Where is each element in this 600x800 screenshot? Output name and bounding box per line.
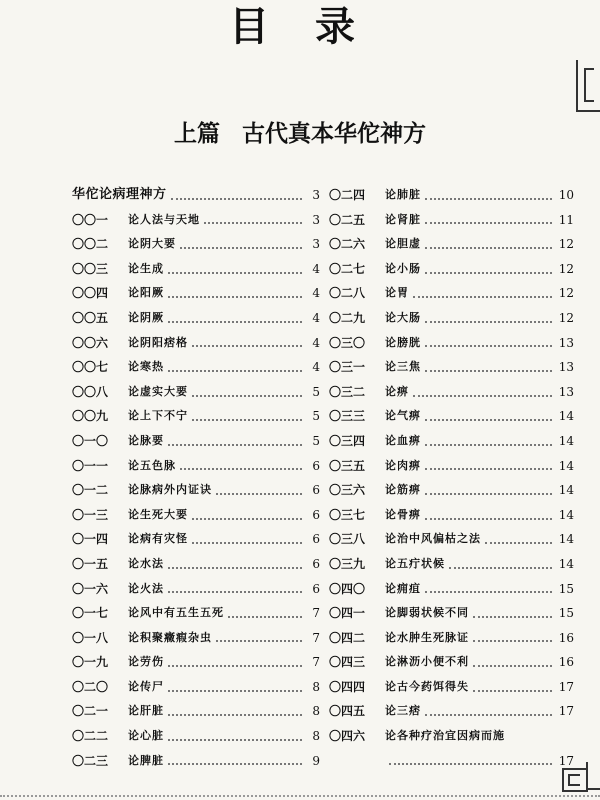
dot-leader — [425, 320, 552, 323]
toc-entry-title: 论痈疽 — [385, 581, 421, 595]
toc-entry[interactable] — [329, 454, 574, 479]
dot-leader — [192, 517, 302, 520]
toc-entry[interactable] — [72, 232, 320, 257]
dot-leader — [425, 369, 552, 372]
toc-entry-number: 〇一〇 — [72, 433, 109, 448]
toc-entry-title: 论膀胱 — [385, 335, 421, 349]
toc-entry-title: 论痹 — [385, 384, 409, 398]
toc-entry[interactable] — [329, 577, 574, 602]
dot-leader — [425, 221, 552, 224]
toc-entry-title: 论三焦 — [385, 360, 421, 374]
dot-leader — [449, 566, 552, 569]
toc-entry-number: 〇三七 — [329, 507, 366, 522]
toc-entry-number: 〇〇三 — [72, 261, 109, 276]
dot-leader — [228, 615, 302, 618]
toc-entry-page: 4 — [312, 335, 320, 350]
toc-entry-title: 论脉病外内证诀 — [128, 483, 212, 497]
toc-entry-number: 〇一二 — [72, 483, 109, 498]
toc-entry[interactable] — [72, 478, 320, 503]
toc-entry-number: 〇二五 — [329, 212, 366, 227]
toc-entry-page: 4 — [312, 360, 320, 375]
toc-entry-page: 14 — [558, 532, 574, 547]
dot-leader — [485, 541, 552, 544]
toc-entry-number: 〇三八 — [329, 532, 366, 547]
toc-entry-title: 论肾脏 — [385, 212, 421, 226]
toc-entry-number: 〇二一 — [72, 704, 109, 719]
toc-entry[interactable] — [329, 527, 574, 552]
toc-entry-number: 〇三三 — [329, 409, 366, 424]
toc-entry-title: 论阳厥 — [128, 286, 164, 300]
toc-entry[interactable] — [329, 232, 574, 257]
toc-entry[interactable] — [72, 675, 320, 700]
toc-entry-title: 论骨痹 — [385, 507, 421, 521]
toc-entry[interactable] — [72, 601, 320, 626]
toc-entry-page: 12 — [558, 237, 574, 252]
toc-entry-number: 〇一七 — [72, 606, 109, 621]
toc-entry[interactable] — [329, 183, 574, 208]
toc-entry-page: 6 — [312, 507, 320, 522]
toc-entry-page: 5 — [312, 384, 320, 399]
toc-entry-number: 〇〇四 — [72, 286, 109, 301]
toc-entry-page: 8 — [312, 679, 320, 694]
toc-entry-title: 论各种疗治宜因病而施 — [385, 729, 505, 743]
toc-entry[interactable] — [72, 331, 320, 356]
toc-entry-title: 论生成 — [128, 261, 164, 275]
toc-entry-page: 15 — [558, 581, 574, 596]
toc-entry-page: 12 — [558, 261, 574, 276]
dot-leader — [473, 664, 552, 667]
toc-entry-title: 论传尸 — [128, 679, 164, 693]
toc-entry-title: 论淋沥小便不利 — [385, 655, 469, 669]
toc-entry-page: 14 — [558, 556, 574, 571]
toc-entry-title: 论水法 — [128, 556, 164, 570]
dot-leader — [180, 246, 302, 249]
toc-entry[interactable] — [72, 380, 320, 405]
toc-entry-number: 〇三一 — [329, 360, 366, 375]
toc-entry-page: 6 — [312, 458, 320, 473]
toc-entry-page: 7 — [312, 606, 320, 621]
toc-entry-page: 17 — [558, 753, 574, 768]
toc-entry-number: 〇三六 — [329, 483, 366, 498]
toc-entry-number: 〇四六 — [329, 729, 366, 744]
toc-entry-number: 〇〇九 — [72, 409, 109, 424]
dot-leader — [425, 246, 552, 249]
toc-entry[interactable] — [72, 454, 320, 479]
toc-entry-title: 论火法 — [128, 581, 164, 595]
toc-entry[interactable] — [329, 675, 574, 700]
dot-leader — [204, 221, 302, 224]
toc-entry-number: 〇四一 — [329, 606, 366, 621]
section-name: 古代真本华佗神方 — [242, 121, 426, 147]
toc-entry-page: 13 — [558, 360, 574, 375]
toc-entry[interactable] — [72, 429, 320, 454]
toc-entry[interactable] — [72, 724, 320, 749]
toc-entry-page: 6 — [312, 556, 320, 571]
dot-leader — [168, 713, 302, 716]
toc-entry-number: 〇二七 — [329, 261, 366, 276]
toc-entry[interactable] — [72, 306, 320, 331]
toc-entry[interactable] — [72, 183, 320, 208]
toc-entry-page: 6 — [312, 581, 320, 596]
toc-entry[interactable] — [329, 257, 574, 282]
dot-leader — [192, 394, 302, 397]
dot-leader — [425, 590, 552, 593]
toc-entry-number: 〇二九 — [329, 310, 366, 325]
toc-entry-number: 〇四〇 — [329, 581, 366, 596]
toc-entry-title: 论肺脏 — [385, 188, 421, 201]
dot-leader — [168, 271, 302, 274]
toc-entry-number: 〇二四 — [329, 188, 366, 202]
toc-entry[interactable] — [72, 503, 320, 528]
toc-entry-title: 论胆虚 — [385, 237, 421, 251]
toc-entry[interactable] — [72, 626, 320, 651]
toc-entry-title: 论虚实大要 — [128, 384, 188, 398]
toc-entry-title: 论积聚癥瘕杂虫 — [128, 630, 212, 644]
toc-left-column — [72, 183, 320, 773]
dot-leader — [192, 344, 302, 347]
toc-entry-page: 16 — [558, 655, 574, 670]
toc-entry-number: 〇一三 — [72, 507, 109, 522]
toc-entry-page: 4 — [312, 261, 320, 276]
toc-entry-page: 14 — [558, 458, 574, 473]
toc-entry-page: 7 — [312, 655, 320, 670]
dot-leader — [168, 689, 302, 692]
toc-entry-page: 4 — [312, 286, 320, 301]
toc-entry-title: 论寒热 — [128, 360, 164, 374]
dot-leader — [473, 615, 552, 618]
dot-leader — [473, 639, 552, 642]
dot-leader — [425, 418, 552, 421]
toc-entry-title: 论生死大要 — [128, 507, 188, 521]
toc-entry-number: 〇〇二 — [72, 237, 109, 252]
dot-leader — [425, 492, 552, 495]
toc-entry-number: 〇一五 — [72, 556, 109, 571]
toc-entry-title: 论气痹 — [385, 409, 421, 423]
toc-entry[interactable] — [329, 281, 574, 306]
dot-leader — [425, 344, 552, 347]
toc-entry-page: 12 — [558, 286, 574, 301]
toc-entry[interactable] — [329, 478, 574, 503]
toc-entry-title: 论血痹 — [385, 433, 421, 447]
dot-leader — [425, 197, 552, 200]
toc-entry-number: 〇三五 — [329, 458, 366, 473]
toc-entry-number: 〇一六 — [72, 581, 109, 596]
toc-entry-page: 17 — [558, 704, 574, 719]
page-title: 目 录 — [229, 3, 371, 50]
toc-entry-page: 11 — [558, 212, 574, 227]
toc-entry-title: 华佗论病理神方 — [72, 187, 167, 202]
dot-leader — [425, 517, 552, 520]
toc-entry-number: 〇一四 — [72, 532, 109, 547]
toc-entry[interactable] — [72, 749, 320, 774]
toc-entry-number: 〇一一 — [72, 458, 109, 473]
toc-entry-number: 〇二〇 — [72, 679, 109, 694]
dot-leader — [473, 689, 552, 692]
dot-leader — [192, 541, 302, 544]
toc-entry[interactable] — [72, 257, 320, 282]
toc-entry[interactable] — [72, 527, 320, 552]
toc-entry-title: 论阴阳痞格 — [128, 335, 188, 349]
toc-entry-page: 8 — [312, 704, 320, 719]
dot-leader — [425, 271, 552, 274]
toc-entry[interactable] — [329, 208, 574, 233]
toc-entry[interactable] — [329, 355, 574, 380]
toc-entry-title: 论治中风偏枯之法 — [385, 532, 481, 546]
toc-entry-title: 论肉痹 — [385, 458, 421, 472]
toc-entry-page: 14 — [558, 433, 574, 448]
toc-entry[interactable] — [329, 626, 574, 651]
toc-entry-number: 〇二二 — [72, 729, 109, 744]
dot-leader — [425, 713, 552, 716]
toc-entry-page: 3 — [312, 237, 320, 252]
toc-entry-page: 7 — [312, 630, 320, 645]
toc-entry-title: 论脾脏 — [128, 753, 164, 767]
dot-leader — [413, 394, 552, 397]
toc-entry-number: 〇三二 — [329, 384, 366, 399]
toc-entry-title: 论阴厥 — [128, 310, 164, 324]
dot-leader — [180, 467, 302, 470]
toc-entry-number: 〇四四 — [329, 679, 366, 694]
corner-ornament-top-icon — [576, 60, 600, 112]
toc-entry[interactable] — [329, 429, 574, 454]
dot-leader — [168, 369, 302, 372]
toc-entry-page: 4 — [312, 310, 320, 325]
toc-entry-number: 〇四五 — [329, 704, 366, 719]
toc-entry[interactable] — [72, 208, 320, 233]
toc-entry-page: 16 — [558, 630, 574, 645]
dot-leader — [168, 762, 302, 765]
dot-leader — [425, 467, 552, 470]
toc-entry-page: 10 — [558, 188, 574, 202]
toc-entry-number: 〇二六 — [329, 237, 366, 252]
toc-entry-number: 〇〇六 — [72, 335, 109, 350]
toc-entry-number: 〇四二 — [329, 630, 366, 645]
toc-entry-title: 论五疔状候 — [385, 556, 445, 570]
toc-entry[interactable] — [329, 404, 574, 429]
dot-leader — [216, 639, 302, 642]
toc-entry-title: 论三痞 — [385, 704, 421, 718]
toc-entry[interactable] — [72, 281, 320, 306]
toc-entry[interactable] — [329, 724, 574, 749]
toc-entry[interactable] — [72, 552, 320, 577]
toc-entry-title: 论胃 — [385, 286, 409, 300]
toc-entry-number: 〇〇七 — [72, 360, 109, 375]
dot-leader — [413, 295, 552, 298]
toc-entry-page: 6 — [312, 532, 320, 547]
toc-entry-page: 15 — [558, 606, 574, 621]
section-prefix: 上篇 — [174, 121, 220, 147]
toc-entry-title: 论肝脏 — [128, 704, 164, 718]
toc-entry[interactable] — [329, 749, 574, 774]
toc-entry-number: 〇〇一 — [72, 212, 109, 227]
dot-leader — [168, 738, 302, 741]
dot-leader — [425, 443, 552, 446]
toc-entry-title: 论五色脉 — [128, 458, 176, 472]
toc-entry[interactable] — [329, 699, 574, 724]
toc-entry-number: 〇一八 — [72, 630, 109, 645]
toc-entry-page: 14 — [558, 409, 574, 424]
toc-entry-title: 论水肿生死脉证 — [385, 630, 469, 644]
toc-entry-page: 13 — [558, 384, 574, 399]
toc-entry[interactable] — [72, 577, 320, 602]
dot-leader — [192, 418, 302, 421]
toc-entry-page: 3 — [312, 188, 320, 202]
toc-entry-page: 6 — [312, 483, 320, 498]
toc-entry[interactable] — [329, 306, 574, 331]
toc-entry[interactable] — [72, 404, 320, 429]
toc-entry-title: 论古今药饵得失 — [385, 679, 469, 693]
corner-ornament-bottom-icon — [556, 760, 600, 800]
toc-entry-title: 论小肠 — [385, 261, 421, 275]
toc-entry-title: 论病有灾怪 — [128, 532, 188, 546]
toc-entry-number: 〇三〇 — [329, 335, 366, 350]
toc-entry[interactable] — [72, 699, 320, 724]
dot-leader — [168, 590, 302, 593]
bottom-divider — [0, 795, 600, 797]
toc-entry-number: 〇四三 — [329, 655, 366, 670]
toc-entry-page: 14 — [558, 507, 574, 522]
toc-entry-page: 12 — [558, 310, 574, 325]
section-title — [0, 117, 600, 151]
toc-entry-page: 14 — [558, 483, 574, 498]
dot-leader — [168, 295, 302, 298]
toc-entry-page: 17 — [558, 679, 574, 694]
toc-entry[interactable] — [329, 601, 574, 626]
toc-entry[interactable] — [329, 380, 574, 405]
toc-entry-title: 论人法与天地 — [128, 212, 200, 226]
toc-entry-title: 论大肠 — [385, 310, 421, 324]
toc-entry-number: 〇三四 — [329, 433, 366, 448]
toc-entry[interactable] — [329, 503, 574, 528]
toc-entry-title: 论上下不宁 — [128, 409, 188, 423]
dot-leader — [168, 566, 302, 569]
toc-entry-title: 论劳伤 — [128, 655, 164, 669]
dot-leader — [168, 320, 302, 323]
dot-leader — [216, 492, 302, 495]
toc-entry-page: 13 — [558, 335, 574, 350]
toc-entry-number: 〇〇五 — [72, 310, 109, 325]
toc-right-column — [329, 183, 574, 773]
toc-entry-number: 〇二三 — [72, 753, 109, 768]
toc-entry[interactable] — [329, 650, 574, 675]
toc-entry[interactable] — [329, 552, 574, 577]
toc-entry-title: 论筋痹 — [385, 483, 421, 497]
toc-entry-number: 〇三九 — [329, 556, 366, 571]
toc-entry-number: 〇〇八 — [72, 384, 109, 399]
toc-entry-title: 论风中有五生五死 — [128, 606, 224, 620]
toc-entry-page: 8 — [312, 729, 320, 744]
toc-entry-title: 论阴大要 — [128, 237, 176, 251]
toc-entry[interactable] — [72, 355, 320, 380]
toc-entry-page: 9 — [312, 753, 320, 768]
toc-entry-number: 〇二八 — [329, 286, 366, 301]
dot-leader — [171, 197, 302, 200]
toc-entry-page: 5 — [312, 433, 320, 448]
toc-entry-page: 5 — [312, 409, 320, 424]
dot-leader — [168, 664, 302, 667]
toc-entry-page: 3 — [312, 212, 320, 227]
toc-entry[interactable] — [329, 331, 574, 356]
toc-entry-title: 论心脏 — [128, 729, 164, 743]
toc-entry[interactable] — [72, 650, 320, 675]
toc-entry-title: 论脚弱状候不同 — [385, 606, 469, 620]
toc-entry-number: 〇一九 — [72, 655, 109, 670]
toc-entry-title: 论脉要 — [128, 433, 164, 447]
dot-leader — [389, 762, 552, 765]
dot-leader — [168, 443, 302, 446]
